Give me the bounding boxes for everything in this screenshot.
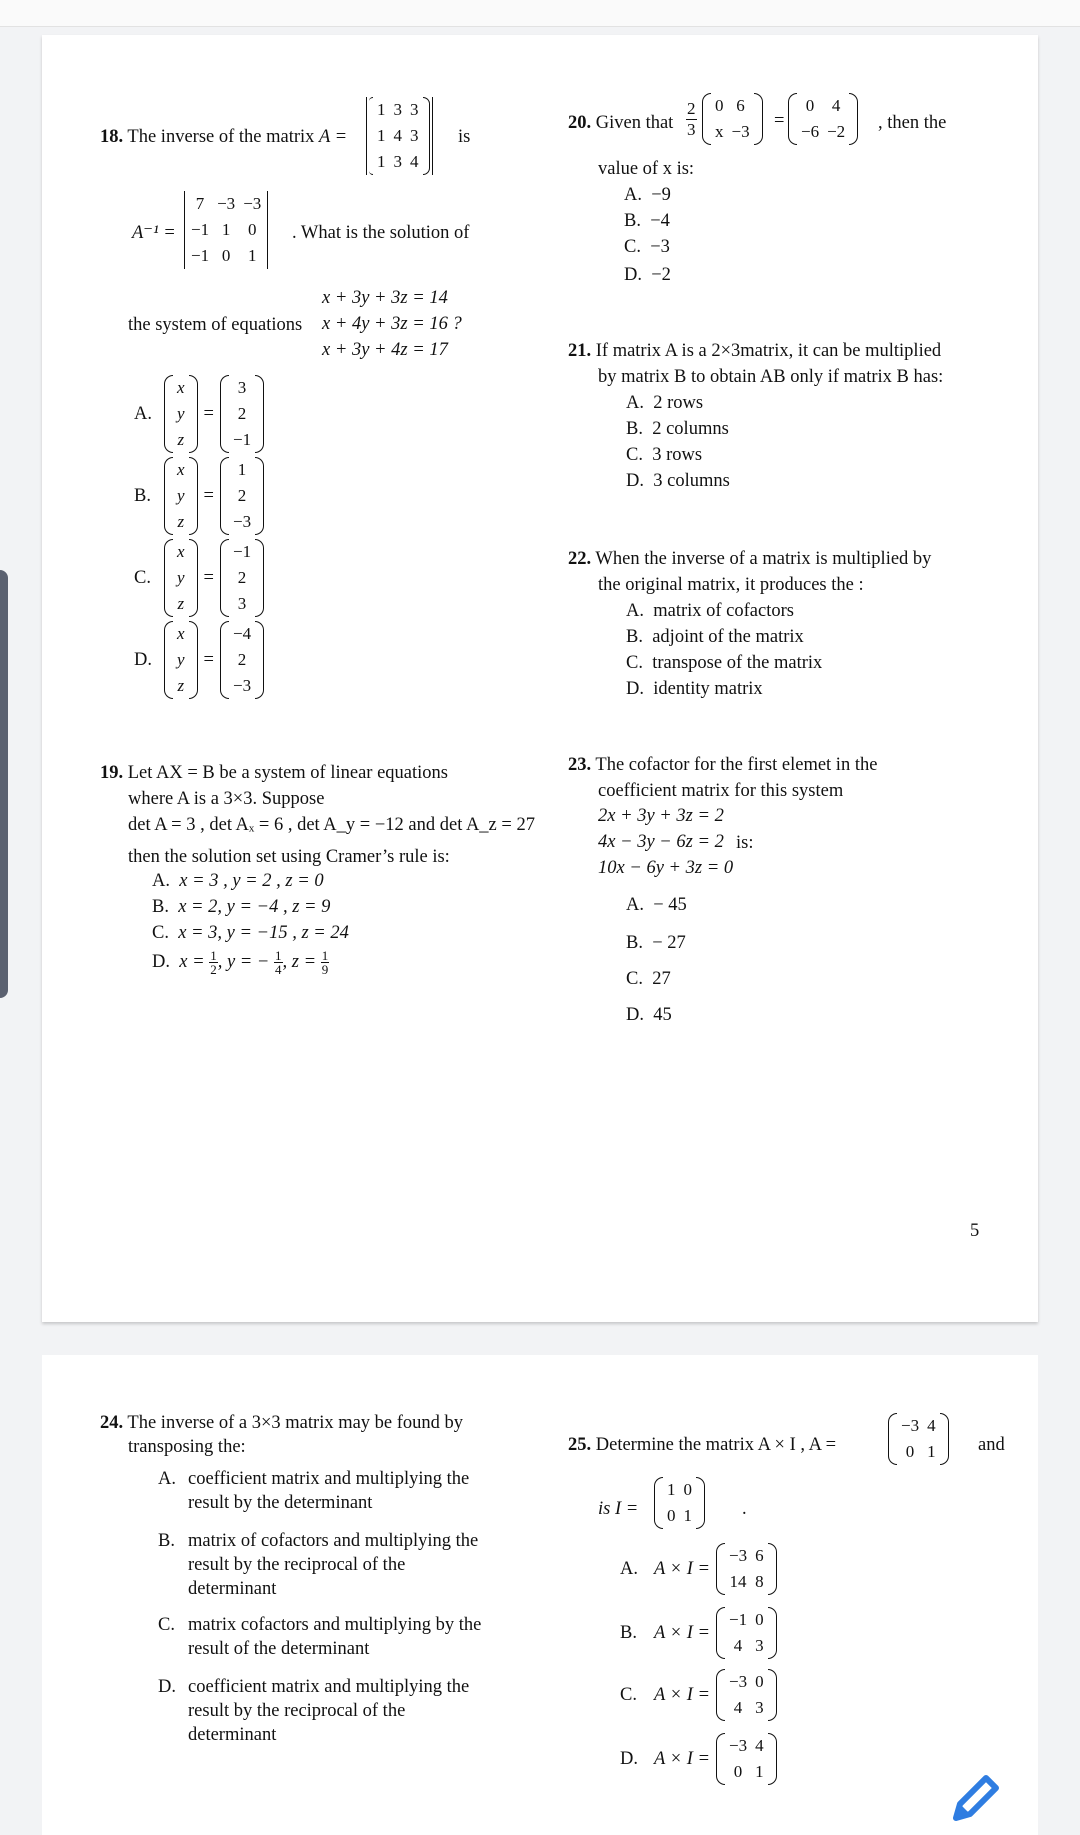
q25-option-matrix-cell: 3: [755, 1698, 764, 1717]
q18-equations: x + 3y + 3z = 14 x + 4y + 3z = 16 ? x + 3y + 4z = 17: [322, 288, 462, 360]
q18-option-b[interactable]: [134, 457, 264, 535]
q25-option-matrix-cell: −1: [728, 1610, 748, 1629]
q25-i-cell: 0: [667, 1506, 676, 1525]
q25-option-matrix: [716, 1733, 777, 1785]
q18-solution-vector-cell: 2: [237, 568, 247, 587]
option-letter: C.: [158, 1615, 175, 1635]
q25-option-matrix-cell: 14: [729, 1572, 747, 1591]
page-number: 5: [970, 1221, 980, 1241]
q18-solution-vector-cell: 1: [237, 460, 247, 479]
q20-m2-cell: 0: [805, 96, 815, 115]
q19-line1: 19. Let AX = B be a system of linear equations: [100, 763, 448, 783]
q23-is: is:: [736, 833, 754, 853]
q20-option-b[interactable]: B. −4: [624, 211, 670, 231]
q25-option-a[interactable]: [620, 1543, 777, 1595]
q25-option-matrix-cell: 6: [755, 1546, 764, 1565]
q20-m2-cell: −6: [801, 122, 820, 141]
q25-a-cell: 1: [927, 1442, 936, 1461]
q25-matrix-i: [654, 1477, 705, 1529]
q18-xyz-vector-cell: x: [177, 378, 185, 397]
q18-ainv-cell: 0: [247, 220, 257, 239]
q25-option-matrix: [716, 1543, 777, 1595]
option-text-line: result by the reciprocal of the: [188, 1555, 406, 1575]
q18-a-cell: 3: [393, 152, 402, 171]
q18-ainv-cell: −3: [217, 194, 236, 213]
q18-xyz-vector-cell: z: [177, 594, 185, 613]
document-page-2: [42, 1355, 1038, 1835]
q25-is-i: is I =: [598, 1499, 639, 1519]
q22-option-c[interactable]: C. transpose of the matrix: [626, 653, 823, 673]
q25-option-c[interactable]: [620, 1669, 777, 1721]
q18-xyz-vector-cell: y: [177, 486, 185, 505]
q18-solution-vector-cell: 2: [237, 404, 247, 423]
q20-m2-cell: 4: [831, 96, 841, 115]
q20-equals: =: [774, 111, 785, 131]
q18-solution-vector-cell: −1: [232, 542, 252, 561]
q22-line2: the original matrix, it produces the :: [598, 575, 864, 595]
q22-option-d[interactable]: D. identity matrix: [626, 679, 763, 699]
q24-line1: 24. The inverse of a 3×3 matrix may be found by: [100, 1413, 464, 1433]
q25-option-b[interactable]: [620, 1607, 777, 1659]
q18-xyz-vector-cell: y: [177, 404, 185, 423]
q25-i-cell: 0: [683, 1480, 692, 1499]
q18-solution-vector: [220, 457, 264, 535]
option-letter: B.: [620, 1623, 637, 1643]
q18-solution-vector-cell: −4: [232, 624, 252, 643]
q19-option-b[interactable]: B. x = 2, y = −4 , z = 9: [152, 897, 331, 917]
q18-xyz-vector: [164, 457, 198, 535]
option-text-line: determinant: [188, 1579, 277, 1599]
option-letter: C.: [134, 568, 151, 588]
q25-and: and: [978, 1435, 1005, 1455]
q25-option-matrix-cell: 4: [733, 1698, 743, 1717]
q25-a-cell: 4: [927, 1416, 936, 1435]
q21-option-c[interactable]: C. 3 rows: [626, 445, 703, 465]
option-letter: D.: [134, 650, 152, 670]
q21-line1: 21. If matrix A is a 2×3matrix, it can be multiplied: [568, 341, 942, 361]
option-text-line: matrix cofactors and multiplying by the: [188, 1615, 482, 1635]
option-text-line: coefficient matrix and multiplying the: [188, 1677, 470, 1697]
option-letter: B.: [134, 486, 151, 506]
q18-ainv-cell: 1: [247, 246, 257, 265]
q21-option-d[interactable]: D. 3 columns: [626, 471, 730, 491]
q20-m1-cell: 0: [715, 96, 724, 115]
option-letter: C.: [620, 1685, 637, 1705]
q24-option-d[interactable]: [158, 1675, 469, 1747]
q21-line2: by matrix B to obtain AB only if matrix B has:: [598, 367, 944, 387]
q25-option-matrix-cell: 0: [733, 1762, 743, 1781]
q18-solution-vector-cell: 2: [237, 650, 247, 669]
q18-system-label: the system of equations: [128, 315, 303, 335]
q20-matrix-2: [788, 93, 858, 145]
q20-m1-cell: 6: [736, 96, 745, 115]
q18-a-cell: 1: [377, 152, 386, 171]
q18-solution-vector: [220, 539, 264, 617]
q18-xyz-vector-cell: x: [177, 460, 185, 479]
q19-option-a[interactable]: A. x = 3 , y = 2 , z = 0: [152, 871, 324, 891]
q18-a-cell: 3: [393, 100, 402, 119]
option-label: A × I =: [654, 1623, 710, 1643]
q25-option-matrix-cell: 8: [755, 1572, 764, 1591]
option-text-line: result by the reciprocal of the: [188, 1701, 406, 1721]
equals-sign: =: [203, 650, 214, 670]
q18-ainv-cell: −3: [243, 194, 262, 213]
q20-m2-cell: −2: [827, 122, 846, 141]
q18-xyz-vector: [164, 375, 198, 453]
q18-solution-vector-cell: −3: [232, 676, 252, 695]
q18-xyz-vector-cell: x: [177, 542, 185, 561]
equals-sign: =: [203, 404, 214, 424]
q20-m1-cell: −3: [731, 122, 750, 141]
q25-option-matrix-cell: −3: [728, 1672, 748, 1691]
q18-xyz-vector: [164, 621, 198, 699]
equals-sign: =: [203, 486, 214, 506]
option-letter: D.: [620, 1749, 638, 1769]
q18-question: . What is the solution of: [292, 223, 470, 243]
q18-solution-vector: [220, 375, 264, 453]
option-letter: A.: [134, 404, 152, 424]
q18-solution-vector-cell: 3: [237, 594, 247, 613]
option-text-line: determinant: [188, 1725, 277, 1745]
q18-ainv-cell: 0: [221, 246, 231, 265]
q18-solution-vector-cell: −3: [232, 512, 252, 531]
q21-option-b[interactable]: B. 2 columns: [626, 419, 729, 439]
q18-xyz-vector-cell: z: [177, 430, 185, 449]
q18-ainv-cell: 7: [195, 194, 205, 213]
q25-option-matrix-cell: 4: [755, 1736, 764, 1755]
q18-xyz-vector-cell: y: [177, 568, 185, 587]
q18-option-d[interactable]: [134, 621, 264, 699]
q18-a-cell: 3: [410, 126, 419, 145]
q19-line4: then the solution set using Cramer’s rule is:: [128, 847, 450, 867]
q18-a-cell: 1: [377, 100, 386, 119]
q18-xyz-vector-cell: x: [177, 624, 185, 643]
q25-option-matrix-cell: −3: [728, 1736, 748, 1755]
q19-option-d[interactable]: D. x = $\frac{1}{2}$, y = − $\frac{1}{4}$, z = $\frac{1}{9}$: [152, 948, 329, 977]
q18-solution-vector-cell: −1: [232, 430, 252, 449]
option-label: A × I =: [654, 1749, 710, 1769]
q22-line1: 22. When the inverse of a matrix is multiplied by: [568, 549, 932, 569]
q18-option-c[interactable]: [134, 539, 264, 617]
q25-option-matrix-cell: −3: [728, 1546, 748, 1565]
q20-option-a[interactable]: A. −9: [624, 185, 671, 205]
q18-solution-vector: [220, 621, 264, 699]
q19-line2: where A is a 3×3. Suppose: [128, 789, 325, 809]
q25-a-cell: 0: [905, 1442, 915, 1461]
q20-matrix-1: [702, 93, 763, 145]
q18-ainv-cell: 1: [221, 220, 231, 239]
q25-option-matrix-cell: 1: [755, 1762, 764, 1781]
q25-intro: 25. Determine the matrix A × I , A =: [568, 1435, 837, 1455]
q18-a-cell: 3: [410, 100, 419, 119]
q19-option-c[interactable]: C. x = 3, y = −15 , z = 24: [152, 923, 349, 943]
option-text-line: matrix of cofactors and multiplying the: [188, 1531, 479, 1551]
q18-ainv-cell: −1: [191, 246, 210, 265]
q23-line1: 23. The cofactor for the first elemet in the: [568, 755, 878, 775]
q20-option-d[interactable]: D. −2: [624, 265, 671, 285]
q25-option-d[interactable]: [620, 1733, 777, 1785]
top-bar: [0, 0, 1080, 27]
option-letter: A.: [158, 1469, 176, 1489]
q18-a-cell: 4: [393, 126, 402, 145]
q20-line2: value of x is:: [598, 159, 695, 179]
q25-matrix-a: [888, 1413, 949, 1465]
q25-option-matrix: [716, 1669, 777, 1721]
q25-option-matrix-cell: 3: [755, 1636, 764, 1655]
option-label: A × I =: [654, 1685, 710, 1705]
q23-option-c[interactable]: C. 27: [626, 969, 671, 989]
q18-solution-vector-cell: 2: [237, 486, 247, 505]
q20-fraction: $\frac{2}{3}$: [687, 99, 696, 139]
q23-option-b[interactable]: B. − 27: [626, 933, 686, 953]
q24-line2: transposing the:: [128, 1437, 246, 1457]
q18-xyz-vector-cell: z: [177, 512, 185, 531]
q18-solution-vector-cell: 3: [237, 378, 247, 397]
option-letter: A.: [620, 1559, 638, 1579]
scroll-handle[interactable]: [0, 570, 8, 998]
q25-a-cell: −3: [901, 1416, 920, 1435]
q22-option-a[interactable]: A. matrix of cofactors: [626, 601, 794, 621]
option-text-line: result of the determinant: [188, 1639, 370, 1659]
q24-option-b[interactable]: [158, 1529, 478, 1601]
q20-intro: 20. Given that: [568, 113, 674, 133]
q18-a-cell: 4: [410, 152, 419, 171]
pencil-edit-icon[interactable]: [944, 1770, 1004, 1830]
q18-xyz-vector-cell: y: [177, 650, 185, 669]
q18-matrix-a: [364, 97, 435, 175]
q20-option-c[interactable]: C. −3: [624, 237, 670, 257]
q25-dot: .: [742, 1499, 747, 1519]
q25-i-cell: 1: [683, 1506, 692, 1525]
q23-line2: coefficient matrix for this system: [598, 781, 844, 801]
q20-m1-cell: x: [715, 122, 724, 141]
q18-option-a[interactable]: [134, 375, 264, 453]
equals-sign: =: [203, 568, 214, 588]
document-page-1: [42, 35, 1038, 1322]
option-label: A × I =: [654, 1559, 710, 1579]
q25-option-matrix-cell: 0: [755, 1672, 764, 1691]
option-text-line: coefficient matrix and multiplying the: [188, 1469, 470, 1489]
q23-equations: 2x + 3y + 3z = 2 4x − 3y − 6z = 2 10x − 6y + 3z = 0: [598, 806, 734, 878]
q18-a-cell: 1: [377, 126, 386, 145]
q18-is: is: [458, 127, 471, 147]
option-letter: B.: [158, 1531, 175, 1551]
q19-line3: det A = 3 , det Aₓ = 6 , det A_y = −12 and det A_z = 27: [128, 815, 535, 835]
q18-matrix-ainv: [182, 191, 270, 269]
q18-intro: 18. The inverse of the matrix A =: [100, 127, 348, 147]
option-letter: D.: [158, 1677, 176, 1697]
q24-option-c[interactable]: [158, 1613, 481, 1661]
q18-xyz-vector-cell: z: [177, 676, 185, 695]
q18-ainv-cell: −1: [191, 220, 210, 239]
q25-option-matrix-cell: 4: [733, 1636, 743, 1655]
q21-option-a[interactable]: A. 2 rows: [626, 393, 704, 413]
q23-option-d[interactable]: D. 45: [626, 1005, 672, 1025]
q20-then: , then the: [878, 113, 947, 133]
q25-option-matrix: [716, 1607, 777, 1659]
q25-i-cell: 1: [667, 1480, 676, 1499]
q25-option-matrix-cell: 0: [755, 1610, 764, 1629]
q22-option-b[interactable]: B. adjoint of the matrix: [626, 627, 804, 647]
q18-ainv-label: A⁻¹ =: [132, 223, 176, 243]
q18-xyz-vector: [164, 539, 198, 617]
option-text-line: result by the determinant: [188, 1493, 373, 1513]
q24-option-a[interactable]: [158, 1467, 469, 1515]
q23-option-a[interactable]: A. − 45: [626, 895, 687, 915]
